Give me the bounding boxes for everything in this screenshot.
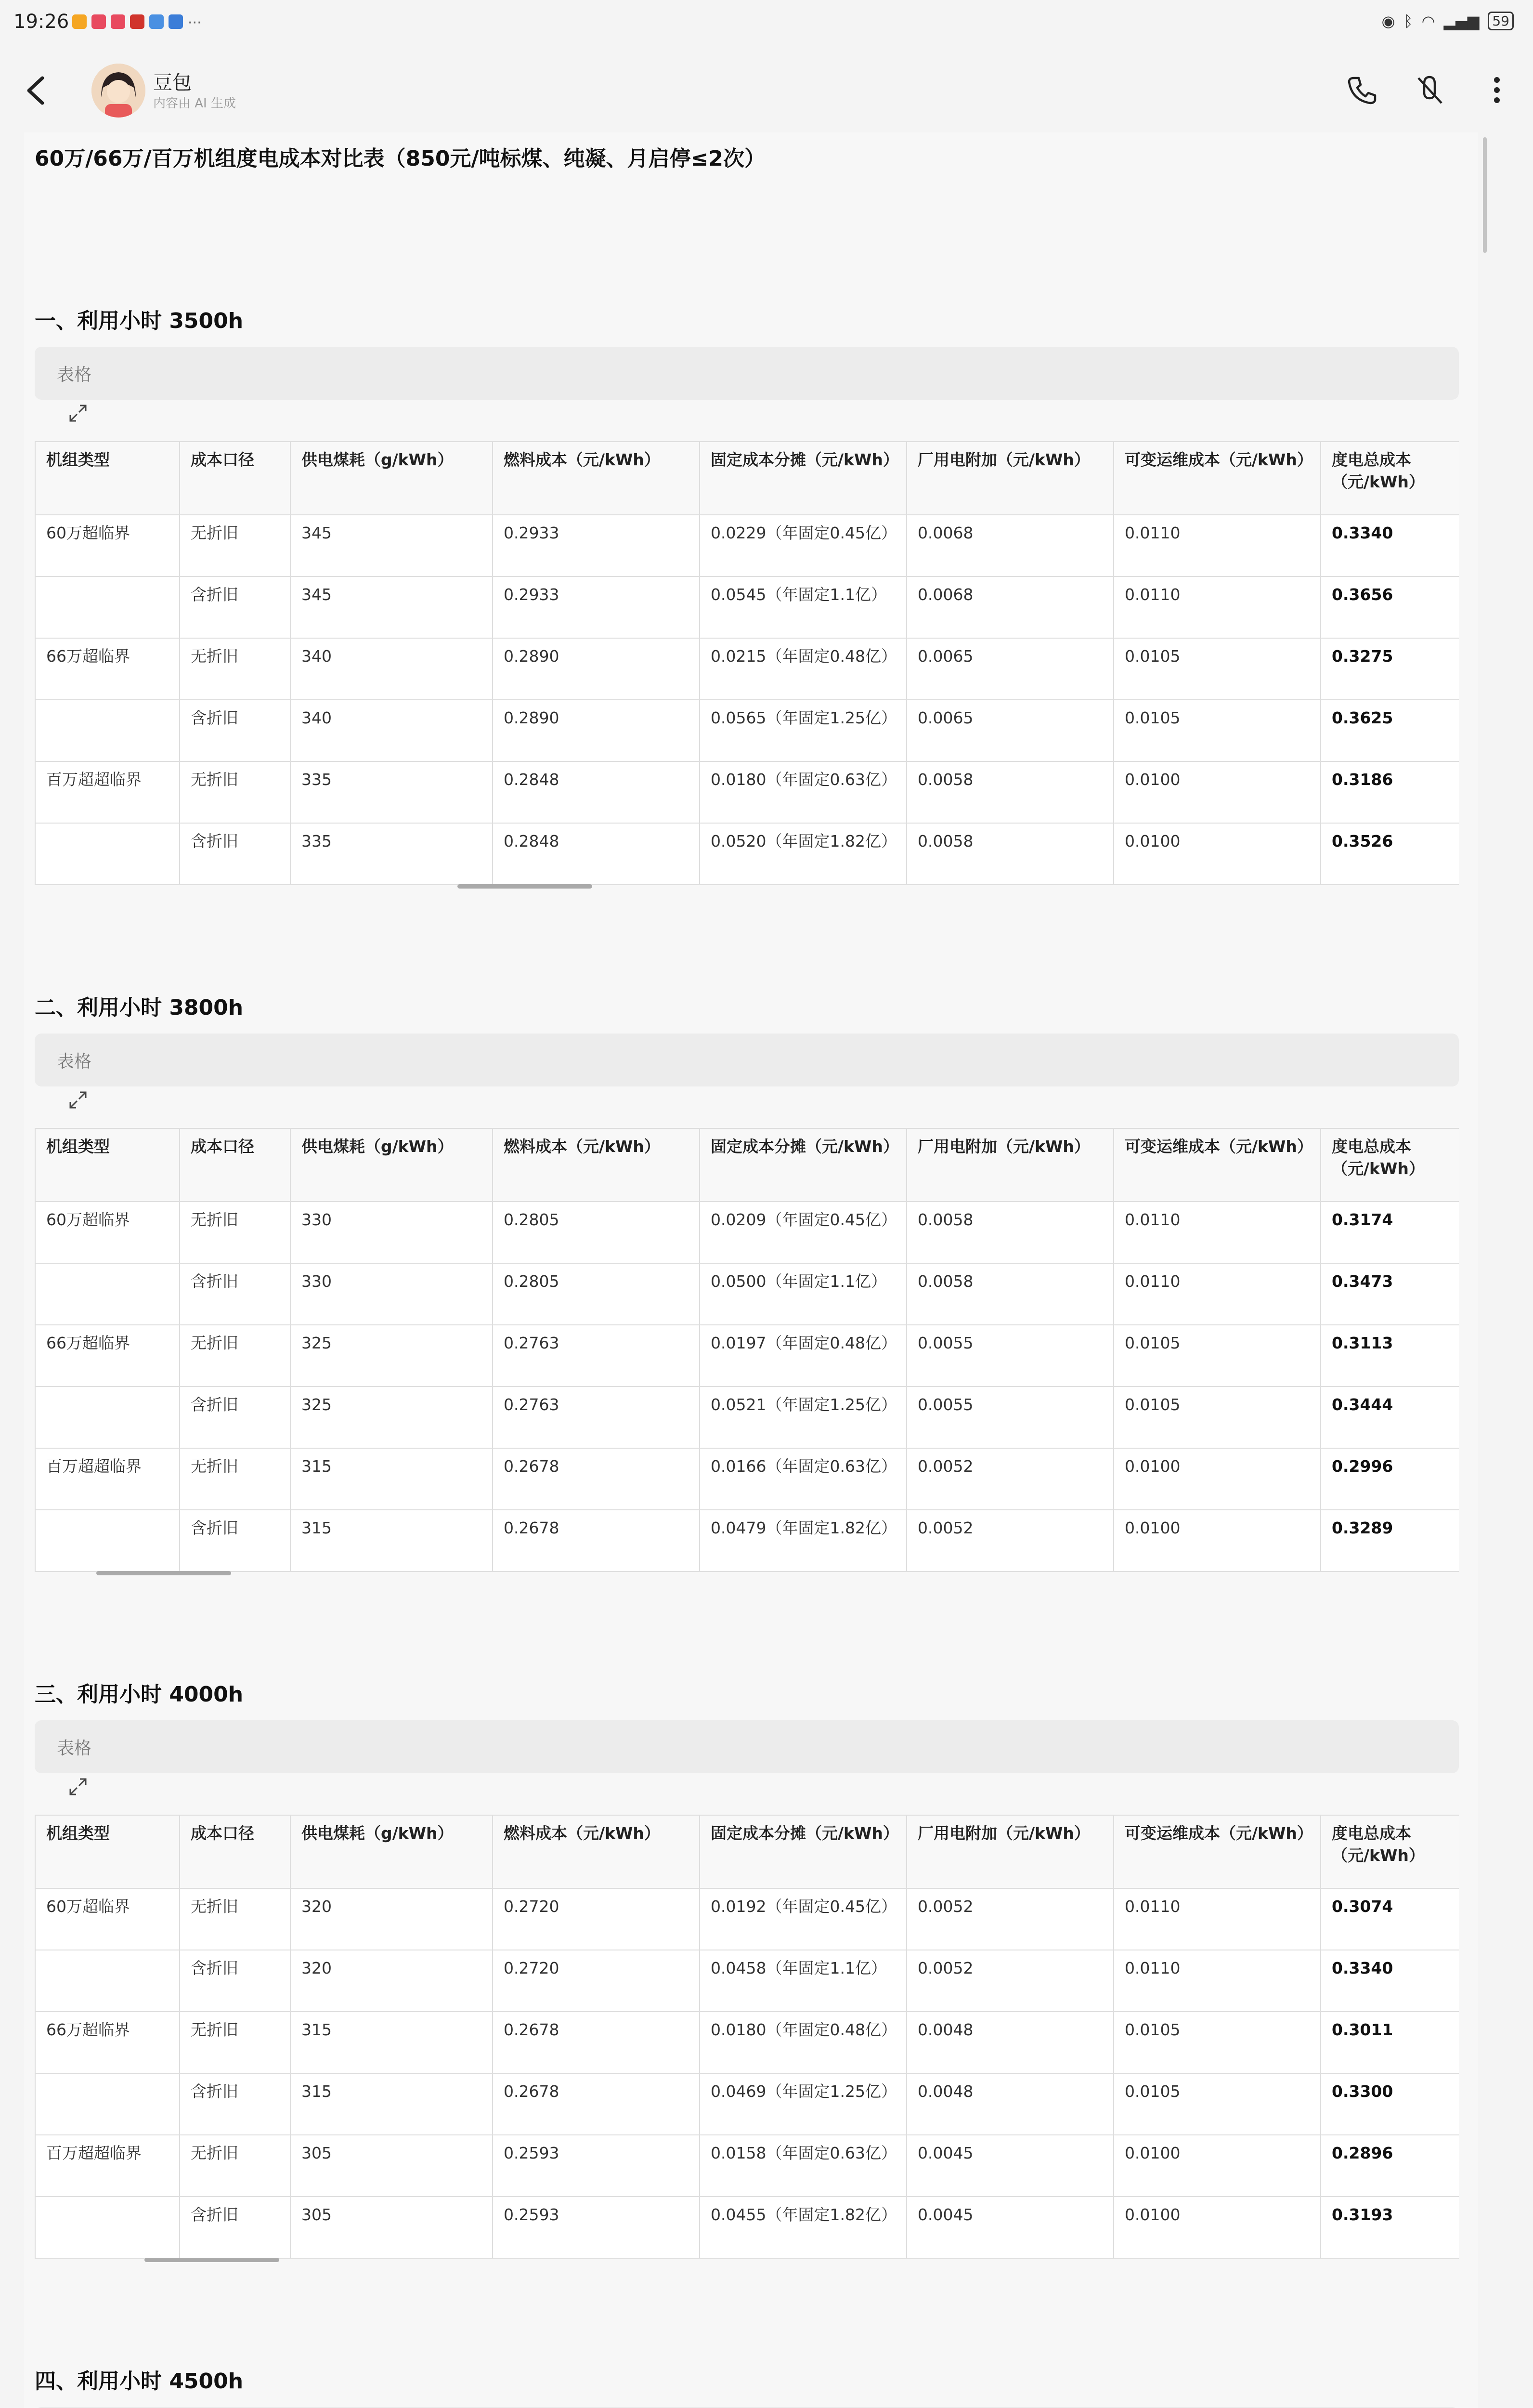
app-notification-icon <box>111 14 125 29</box>
table-cell: 含折旧 <box>180 576 290 638</box>
total-cost-cell: 0.3656 <box>1321 576 1459 638</box>
table-horizontal-scrollbar[interactable] <box>144 2258 279 2262</box>
wifi-icon: ◠ <box>1421 12 1435 30</box>
table-cell: 0.0110 <box>1114 1202 1321 1263</box>
table-horizontal-scrollbar[interactable] <box>457 884 592 889</box>
table-row <box>35 823 1459 885</box>
table-cell: 0.0110 <box>1114 576 1321 638</box>
table-cell: 315 <box>290 2012 493 2073</box>
table-cell: 0.0192（年固定0.45亿） <box>700 1888 907 1950</box>
table-row <box>35 1263 1459 1325</box>
table-cell: 320 <box>290 1888 493 1950</box>
table-cell: 0.0105 <box>1114 1387 1321 1448</box>
total-cost-cell: 0.3011 <box>1321 2012 1459 2073</box>
table-cell: 0.0469（年固定1.25亿） <box>700 2073 907 2135</box>
vertical-scrollbar[interactable] <box>1483 137 1487 253</box>
table-cell: 0.0180（年固定0.63亿） <box>700 761 907 823</box>
mute-icon[interactable] <box>1413 73 1446 107</box>
table-cell: 0.0058 <box>907 761 1114 823</box>
table-cell: 含折旧 <box>180 2197 290 2258</box>
table-header-row <box>35 442 1459 515</box>
table-cell <box>35 2073 180 2135</box>
table-cell: 0.0521（年固定1.25亿） <box>700 1387 907 1448</box>
table-cell: 0.2593 <box>493 2197 700 2258</box>
table-cell <box>35 576 180 638</box>
table-label: 表格 <box>57 365 92 385</box>
table-cell: 0.0058 <box>907 823 1114 885</box>
table-cell: 0.0055 <box>907 1387 1114 1448</box>
table-cell <box>35 1510 180 1571</box>
more-options-icon[interactable] <box>1480 73 1514 107</box>
column-header: 可变运维成本（元/kWh） <box>1114 1128 1321 1202</box>
message-content <box>24 132 1478 2408</box>
column-header: 燃料成本（元/kWh） <box>493 1128 700 1202</box>
table-cell: 0.0058 <box>907 1202 1114 1263</box>
table-cell: 含折旧 <box>180 2073 290 2135</box>
column-header: 可变运维成本（元/kWh） <box>1114 1815 1321 1888</box>
avatar[interactable] <box>91 64 145 118</box>
table-cell: 0.0055 <box>907 1325 1114 1387</box>
column-header: 厂用电附加（元/kWh） <box>907 1128 1114 1202</box>
table-cell: 无折旧 <box>180 1888 290 1950</box>
table-cell: 66万超临界 <box>35 638 180 700</box>
table-cell: 305 <box>290 2135 493 2197</box>
table-cell: 0.2805 <box>493 1263 700 1325</box>
column-header: 机组类型 <box>35 1128 180 1202</box>
table-cell: 60万超临界 <box>35 1888 180 1950</box>
total-cost-cell: 0.3275 <box>1321 638 1459 700</box>
total-cost-cell: 0.2996 <box>1321 1448 1459 1510</box>
table-row <box>35 576 1459 638</box>
table-cell: 0.0545（年固定1.1亿） <box>700 576 907 638</box>
table-cell: 0.0048 <box>907 2073 1114 2135</box>
table-cell: 0.0052 <box>907 1510 1114 1571</box>
table-header-row <box>35 1815 1459 1888</box>
table-cell: 无折旧 <box>180 515 290 576</box>
column-header: 度电总成本（元/kWh） <box>1321 442 1459 515</box>
table-label-bar <box>35 1034 1459 1086</box>
table-cell: 325 <box>290 1325 493 1387</box>
table-cell: 66万超临界 <box>35 2012 180 2073</box>
column-header: 成本口径 <box>180 1128 290 1202</box>
column-header: 可变运维成本（元/kWh） <box>1114 442 1321 515</box>
column-header: 固定成本分摊（元/kWh） <box>700 1815 907 1888</box>
total-cost-cell: 0.3074 <box>1321 1888 1459 1950</box>
table-cell: 0.0052 <box>907 1950 1114 2012</box>
table-cell: 0.0110 <box>1114 1888 1321 1950</box>
table-cell: 0.0048 <box>907 2012 1114 2073</box>
table-cell: 330 <box>290 1202 493 1263</box>
chat-header <box>0 53 1533 132</box>
notification-icons <box>72 14 202 31</box>
column-header: 固定成本分摊（元/kWh） <box>700 1128 907 1202</box>
ai-generated-note: 内容由 AI 生成 <box>153 96 236 111</box>
table-cell: 0.2720 <box>493 1950 700 2012</box>
cost-table <box>35 441 1459 885</box>
table-cell: 0.2933 <box>493 576 700 638</box>
total-cost-cell: 0.3340 <box>1321 1950 1459 2012</box>
table-cell: 315 <box>290 1448 493 1510</box>
table-row <box>35 515 1459 576</box>
table-cell: 345 <box>290 576 493 638</box>
column-header: 机组类型 <box>35 1815 180 1888</box>
status-time: 19:26 <box>13 11 69 33</box>
table-header-row <box>35 1128 1459 1202</box>
section-heading: 二、利用小时 3800h <box>35 995 244 1020</box>
table-cell: 0.0065 <box>907 700 1114 761</box>
table-cell: 百万超超临界 <box>35 761 180 823</box>
cost-table-container[interactable] <box>35 1815 1459 2259</box>
status-indicators <box>1381 12 1514 30</box>
table-cell: 百万超超临界 <box>35 2135 180 2197</box>
table-cell <box>35 1263 180 1325</box>
table-cell: 330 <box>290 1263 493 1325</box>
document-title: 60万/66万/百万机组度电成本对比表（850元/吨标煤、纯凝、月启停≤2次） <box>35 146 766 171</box>
table-cell: 0.0065 <box>907 638 1114 700</box>
table-cell: 0.0045 <box>907 2197 1114 2258</box>
phone-icon[interactable] <box>1345 73 1379 107</box>
table-cell: 340 <box>290 638 493 700</box>
table-cell: 0.0215（年固定0.48亿） <box>700 638 907 700</box>
table-row <box>35 2135 1459 2197</box>
column-header: 燃料成本（元/kWh） <box>493 1815 700 1888</box>
total-cost-cell: 0.3444 <box>1321 1387 1459 1448</box>
expand-table-icon[interactable] <box>68 404 88 423</box>
column-header: 固定成本分摊（元/kWh） <box>700 442 907 515</box>
table-cell: 0.0100 <box>1114 2197 1321 2258</box>
column-header: 供电煤耗（g/kWh） <box>290 1815 493 1888</box>
table-cell: 0.0455（年固定1.82亿） <box>700 2197 907 2258</box>
app-notification-icon <box>130 14 144 29</box>
table-cell: 66万超临界 <box>35 1325 180 1387</box>
cost-table-container[interactable] <box>35 1128 1459 1572</box>
table-row <box>35 2012 1459 2073</box>
table-cell: 含折旧 <box>180 1950 290 2012</box>
section-heading: 一、利用小时 3500h <box>35 309 244 333</box>
table-cell: 0.0520（年固定1.82亿） <box>700 823 907 885</box>
table-cell: 0.0105 <box>1114 1325 1321 1387</box>
total-cost-cell: 0.3473 <box>1321 1263 1459 1325</box>
table-cell: 0.2593 <box>493 2135 700 2197</box>
table-cell: 含折旧 <box>180 823 290 885</box>
table-horizontal-scrollbar[interactable] <box>96 1571 231 1575</box>
table-cell: 0.0068 <box>907 515 1114 576</box>
table-cell: 0.0105 <box>1114 2073 1321 2135</box>
table-cell: 325 <box>290 1387 493 1448</box>
total-cost-cell: 0.3300 <box>1321 2073 1459 2135</box>
table-cell: 0.0158（年固定0.63亿） <box>700 2135 907 2197</box>
table-cell: 0.0045 <box>907 2135 1114 2197</box>
column-header: 度电总成本（元/kWh） <box>1321 1815 1459 1888</box>
section-heading: 四、利用小时 4500h <box>35 2369 244 2394</box>
app-notification-icon <box>169 14 183 29</box>
table-cell: 0.2933 <box>493 515 700 576</box>
table-row <box>35 1325 1459 1387</box>
table-row <box>35 1510 1459 1571</box>
total-cost-cell: 0.3526 <box>1321 823 1459 885</box>
table-row <box>35 700 1459 761</box>
table-label: 表格 <box>57 1739 92 1758</box>
table-cell: 0.2805 <box>493 1202 700 1263</box>
eye-icon: ◉ <box>1381 12 1395 30</box>
total-cost-cell: 0.3340 <box>1321 515 1459 576</box>
table-cell: 0.0100 <box>1114 761 1321 823</box>
table-cell: 无折旧 <box>180 638 290 700</box>
total-cost-cell: 0.3625 <box>1321 700 1459 761</box>
table-cell: 无折旧 <box>180 761 290 823</box>
table-cell: 60万超临界 <box>35 1202 180 1263</box>
table-cell: 0.0058 <box>907 1263 1114 1325</box>
column-header: 燃料成本（元/kWh） <box>493 442 700 515</box>
table-cell: 335 <box>290 761 493 823</box>
table-cell: 0.2890 <box>493 638 700 700</box>
table-cell: 0.2763 <box>493 1325 700 1387</box>
table-cell: 315 <box>290 1510 493 1571</box>
table-label-bar <box>35 347 1459 400</box>
total-cost-cell: 0.3289 <box>1321 1510 1459 1571</box>
table-cell: 0.0068 <box>907 576 1114 638</box>
table-cell: 0.0100 <box>1114 1448 1321 1510</box>
table-cell: 0.2763 <box>493 1387 700 1448</box>
table-row <box>35 2073 1459 2135</box>
table-cell: 0.2720 <box>493 1888 700 1950</box>
table-cell: 0.0166（年固定0.63亿） <box>700 1448 907 1510</box>
total-cost-cell: 0.3193 <box>1321 2197 1459 2258</box>
table-cell: 0.0180（年固定0.48亿） <box>700 2012 907 2073</box>
table-cell: 0.0479（年固定1.82亿） <box>700 1510 907 1571</box>
cost-table-container[interactable] <box>35 441 1459 885</box>
table-cell: 0.0565（年固定1.25亿） <box>700 700 907 761</box>
expand-table-icon[interactable] <box>68 1090 88 1110</box>
table-cell: 0.0110 <box>1114 1263 1321 1325</box>
table-cell: 0.0105 <box>1114 700 1321 761</box>
table-cell: 含折旧 <box>180 700 290 761</box>
table-cell: 0.0197（年固定0.48亿） <box>700 1325 907 1387</box>
table-cell: 无折旧 <box>180 2012 290 2073</box>
cost-table <box>35 1128 1459 1572</box>
status-bar <box>0 0 1533 53</box>
table-row <box>35 2197 1459 2258</box>
column-header: 机组类型 <box>35 442 180 515</box>
table-cell: 含折旧 <box>180 1387 290 1448</box>
table-cell: 0.0110 <box>1114 1950 1321 2012</box>
table-cell: 0.2848 <box>493 761 700 823</box>
table-row <box>35 1202 1459 1263</box>
table-cell: 0.2678 <box>493 2012 700 2073</box>
table-cell: 320 <box>290 1950 493 2012</box>
table-cell: 无折旧 <box>180 1325 290 1387</box>
battery-icon: 59 <box>1488 12 1514 30</box>
table-cell: 0.0458（年固定1.1亿） <box>700 1950 907 2012</box>
table-cell <box>35 1950 180 2012</box>
column-header: 厂用电附加（元/kWh） <box>907 1815 1114 1888</box>
table-cell: 0.2678 <box>493 1510 700 1571</box>
column-header: 成本口径 <box>180 1815 290 1888</box>
signal-icon: ▂▄▆ <box>1443 12 1480 30</box>
column-header: 供电煤耗（g/kWh） <box>290 442 493 515</box>
expand-table-icon[interactable] <box>68 1777 88 1796</box>
table-label-bar <box>35 1720 1459 1773</box>
total-cost-cell: 0.2896 <box>1321 2135 1459 2197</box>
table-cell: 0.0052 <box>907 1448 1114 1510</box>
table-cell: 0.0052 <box>907 1888 1114 1950</box>
table-row <box>35 1950 1459 2012</box>
app-notification-icon <box>149 14 164 29</box>
column-header: 成本口径 <box>180 442 290 515</box>
table-cell: 345 <box>290 515 493 576</box>
table-cell: 0.2890 <box>493 700 700 761</box>
table-label: 表格 <box>57 1052 92 1072</box>
app-notification-icon <box>91 14 106 29</box>
total-cost-cell: 0.3174 <box>1321 1202 1459 1263</box>
table-cell: 0.0209（年固定0.45亿） <box>700 1202 907 1263</box>
table-cell: 无折旧 <box>180 1448 290 1510</box>
table-cell: 0.0500（年固定1.1亿） <box>700 1263 907 1325</box>
table-cell: 含折旧 <box>180 1263 290 1325</box>
table-row <box>35 1448 1459 1510</box>
table-cell: 0.2678 <box>493 1448 700 1510</box>
table-row <box>35 761 1459 823</box>
column-header: 度电总成本（元/kWh） <box>1321 1128 1459 1202</box>
table-cell: 0.0105 <box>1114 638 1321 700</box>
table-row <box>35 1387 1459 1448</box>
table-cell: 0.0229（年固定0.45亿） <box>700 515 907 576</box>
table-cell <box>35 700 180 761</box>
table-cell: 305 <box>290 2197 493 2258</box>
bluetooth-icon: ᛒ <box>1403 12 1413 30</box>
column-header: 厂用电附加（元/kWh） <box>907 442 1114 515</box>
table-cell: 0.0100 <box>1114 823 1321 885</box>
table-cell: 340 <box>290 700 493 761</box>
table-cell: 含折旧 <box>180 1510 290 1571</box>
chat-title: 豆包 <box>153 72 192 94</box>
table-row <box>35 1888 1459 1950</box>
table-cell: 0.0105 <box>1114 2012 1321 2073</box>
table-cell: 0.2848 <box>493 823 700 885</box>
table-cell: 0.0100 <box>1114 2135 1321 2197</box>
table-cell <box>35 823 180 885</box>
table-cell: 60万超临界 <box>35 515 180 576</box>
table-cell: 无折旧 <box>180 2135 290 2197</box>
table-cell <box>35 2197 180 2258</box>
app-notification-icon <box>72 14 87 29</box>
section-heading: 三、利用小时 4000h <box>35 1682 244 1707</box>
table-cell <box>35 1387 180 1448</box>
table-cell: 335 <box>290 823 493 885</box>
table-row <box>35 638 1459 700</box>
total-cost-cell: 0.3113 <box>1321 1325 1459 1387</box>
table-cell: 315 <box>290 2073 493 2135</box>
cost-table <box>35 1815 1459 2259</box>
total-cost-cell: 0.3186 <box>1321 761 1459 823</box>
back-arrow-icon[interactable] <box>19 71 53 110</box>
table-cell: 0.0110 <box>1114 515 1321 576</box>
table-cell: 0.2678 <box>493 2073 700 2135</box>
table-cell: 0.0100 <box>1114 1510 1321 1571</box>
more-notifications: ··· <box>188 14 202 31</box>
table-cell: 无折旧 <box>180 1202 290 1263</box>
table-cell: 百万超超临界 <box>35 1448 180 1510</box>
column-header: 供电煤耗（g/kWh） <box>290 1128 493 1202</box>
